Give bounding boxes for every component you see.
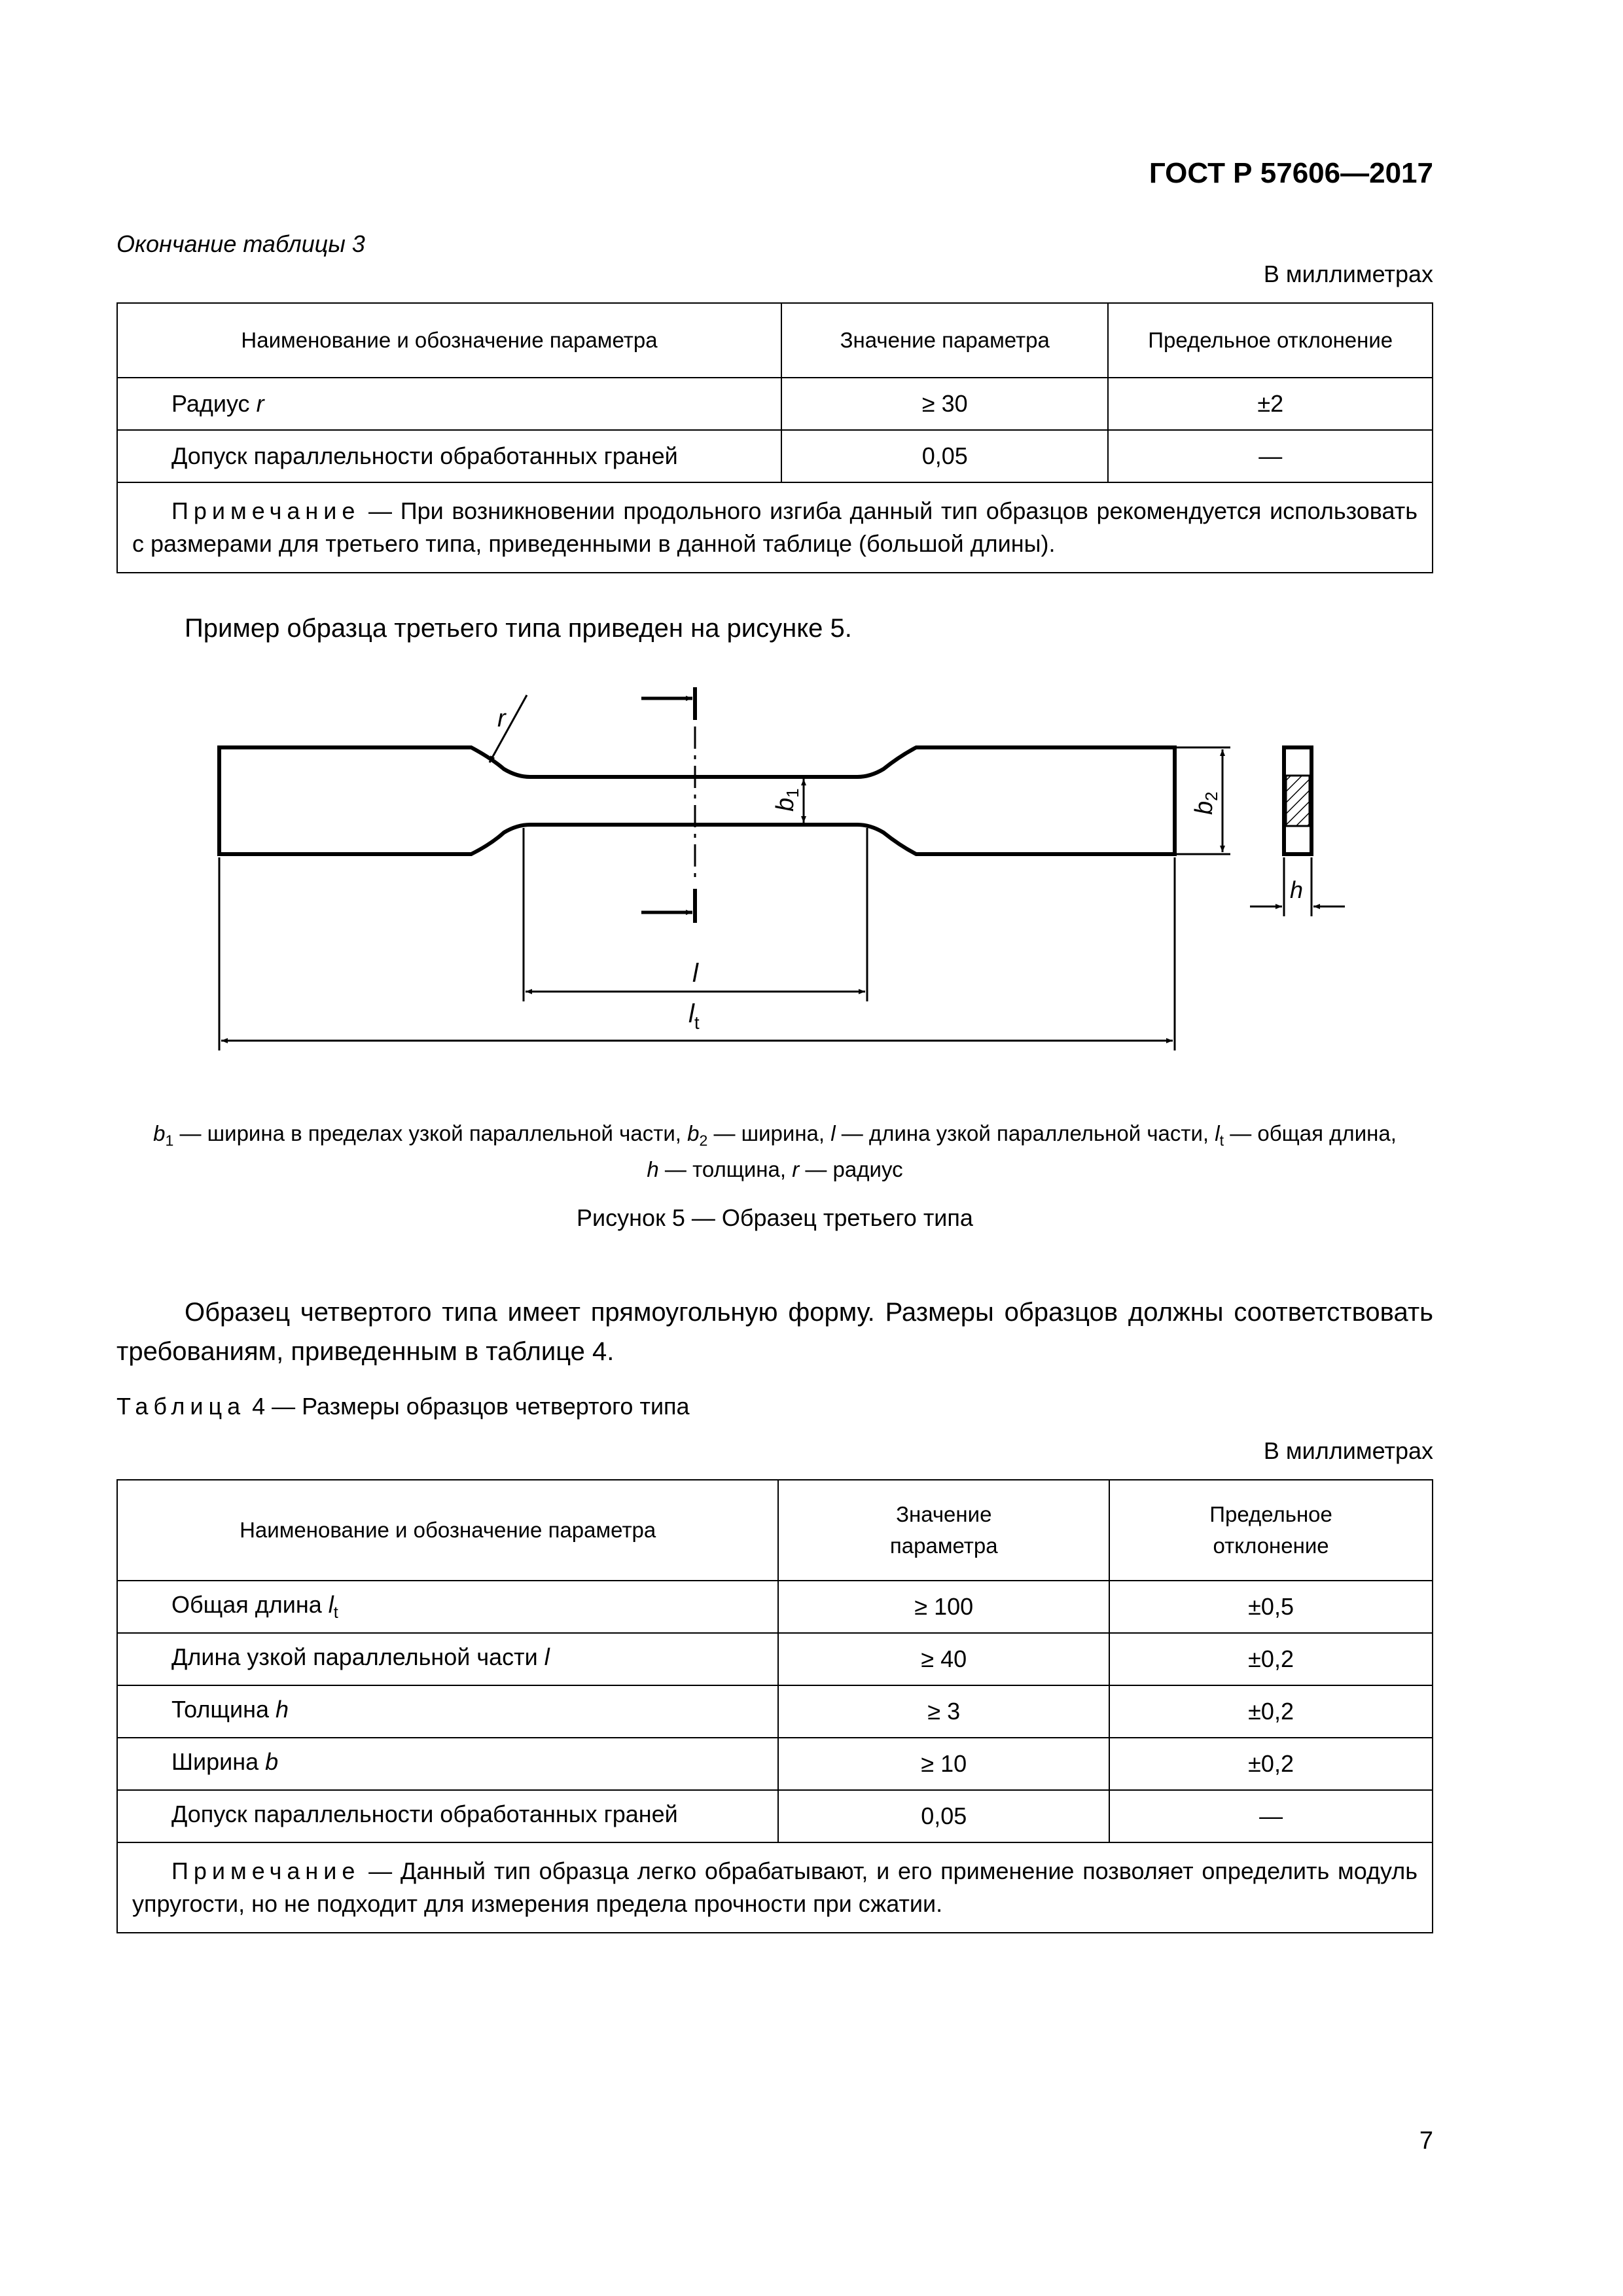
legend-line-1: $b_1$ — ширина в пределах узкой параллельной части, $b_2$ — ширина, l — длина узкой параллельной части, $l_t$ — общая длина,	[153, 1121, 1397, 1149]
cross-section-hatch	[1286, 776, 1310, 826]
note-text: — При возникновении продольного изгиба данный тип образцов рекомендуется использовать с размерами для третьего типа, приведенными в данной таблице (большой длины).	[132, 497, 1418, 557]
param-value: 0,05	[781, 430, 1108, 482]
table4-col-header-name: Наименование и обозначение параметра	[117, 1480, 778, 1581]
radius-label: r	[497, 705, 506, 732]
note-text: — Данный тип образца легко обрабатывают, и его применение позволяет определить модуль упругости, но не подходит для измерения предела прочности при сжатии.	[132, 1857, 1418, 1917]
param-name: Допуск параллельности обработанных граней	[117, 430, 781, 482]
b2-label: $b_2$	[1190, 791, 1221, 815]
param-tolerance: —	[1109, 1790, 1433, 1842]
param-name: Длина узкой параллельной части l	[117, 1633, 778, 1685]
param-name: Общая длина $l_t$	[117, 1581, 778, 1633]
note-label: Примечание	[171, 1857, 361, 1884]
param-name: Толщина h	[117, 1685, 778, 1738]
paragraph-fourth-type: Образец четвертого типа имеет прямоугольную форму. Размеры образцов должны соответствовать требованиям, приведенным в таблице 4.	[116, 1298, 1433, 1366]
param-tolerance: —	[1108, 430, 1433, 482]
param-tolerance: ±0,2	[1109, 1633, 1433, 1685]
param-name: Радиус r	[117, 378, 781, 430]
page-number: 7	[1419, 2127, 1433, 2155]
paragraph-figure-reference: Пример образца третьего типа приведен на рисунке 5.	[185, 614, 852, 643]
table3-col-header-value: Значение параметра	[781, 303, 1108, 378]
param-value: ≥ 40	[778, 1633, 1109, 1685]
param-value: ≥ 10	[778, 1738, 1109, 1790]
table4-note	[117, 1842, 1433, 1933]
specimen-outline	[219, 747, 1175, 854]
table-row	[117, 1633, 1433, 1685]
param-value: ≥ 3	[778, 1685, 1109, 1738]
table-row	[117, 1581, 1433, 1633]
table4-col-header-value: Значение параметра	[778, 1480, 1109, 1581]
table4-title: Таблица 4 — Размеры образцов четвертого типа	[116, 1393, 690, 1420]
table4-header-row	[117, 1480, 1433, 1581]
table4-col-header-tolerance: Предельное отклонение	[1109, 1480, 1433, 1581]
table-row	[117, 1738, 1433, 1790]
param-name: Ширина b	[117, 1738, 778, 1790]
radius-leader	[490, 695, 527, 762]
figure5-drawing	[0, 0, 1623, 1113]
param-tolerance: ±0,2	[1109, 1685, 1433, 1738]
note-label: Примечание	[171, 497, 361, 524]
param-tolerance: ±0,5	[1109, 1581, 1433, 1633]
table3-units: В миллиметрах	[1263, 260, 1433, 287]
table4-note-row	[117, 1842, 1433, 1933]
table4	[116, 1479, 1433, 1933]
l-label: l	[692, 959, 698, 988]
b1-label: $b_1$	[772, 788, 802, 812]
standard-designation: ГОСТ Р 57606—2017	[1149, 157, 1433, 189]
figure5-caption: Рисунок 5 — Образец третьего типа	[577, 1204, 973, 1231]
legend-line-2: h — толщина, r — радиус	[647, 1157, 903, 1181]
h-label: h	[1290, 876, 1304, 903]
param-tolerance: ±0,2	[1109, 1738, 1433, 1790]
table-row	[117, 1790, 1433, 1842]
figure5-legend	[116, 1119, 1433, 1184]
param-value: ≥ 30	[781, 378, 1108, 430]
param-value: 0,05	[778, 1790, 1109, 1842]
table-row	[117, 1685, 1433, 1738]
table3-col-header-name: Наименование и обозначение параметра	[117, 303, 781, 378]
table4-units: В миллиметрах	[1263, 1437, 1433, 1464]
param-tolerance: ±2	[1108, 378, 1433, 430]
param-value: ≥ 100	[778, 1581, 1109, 1633]
table3-continuation-label: Окончание таблицы 3	[116, 230, 365, 257]
lt-label: $l_t$	[688, 999, 700, 1033]
table3-col-header-tolerance: Предельное отклонение	[1108, 303, 1433, 378]
param-name: Допуск параллельности обработанных граней	[117, 1790, 778, 1842]
